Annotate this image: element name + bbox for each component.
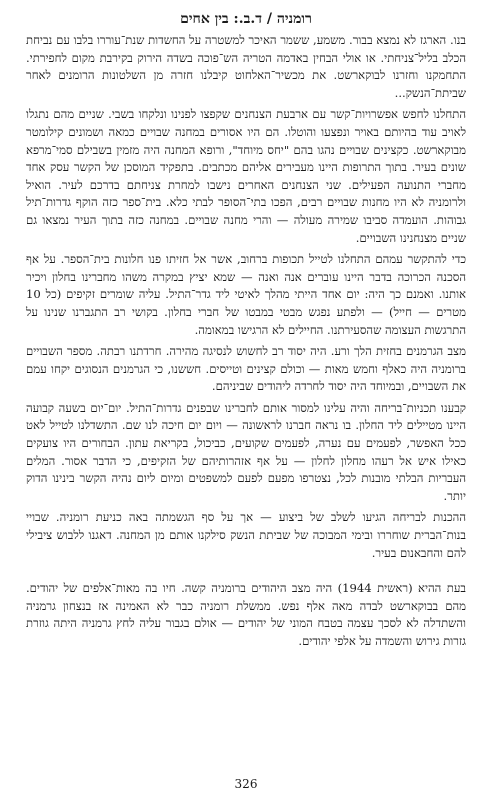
running-head: רומניה / ד.ב.: בין אחים bbox=[180, 11, 312, 27]
paragraph: כדי להתקשר עמהם התחלנו לטייל תכופות ברחוב, אשר אל חזיתו פנו חלונות בית־הספר. על אף הסכנה הכרוכה בדבר היינו עוברים אנה ואנה — שמא יציץ במקרה משהו מחברינו בחלון ויכיר אותנו. ואמנם כך היה: יום אחד הייתי מהלך לאיטי ליד גדר־התיל. עליה שומרים זקיפים (כל 10 מטרים — חייל) — ולפתע נפגש מבטי במבטו של חברי בחלון. בקושי רב התגברנו שנינו על התרגשות העצומה שהסעירתנו. החיילים לא הרגישו במאומה. bbox=[26, 252, 466, 337]
paragraph: בנו. הארגז לא נמצא בבור. משמע, ששמר האיכר למשטרה על החשדות שנת־עוררו בלבו עם נביחת הכלב בליל־צניחתי. או אולי הבחין באדמה הטריה הש־פוכה בשדה הירוק בקירבת מקום לחפירתי. התחמקנו וחזרנו לבוקארשט. את מכשיר־האלחוט קיבלנו חזרה מן השלטונות הרומנים לאחר שביתת־הנשק... bbox=[26, 33, 466, 100]
paragraph: קבענו תכניות־בריחה והיה עלינו למסור אותם לחברינו שבפנים גדרות־התיל. יום־יום בשעה קבועה היינו מטיילים ליד החלון. בו נראה חברנו לראשונה — ויום יום חיכה לנו שם. התשדלנו לטייל לאט ככל האפשר, לפעמים עם נערה, לפעמים שקועים, כביכול, בקריאת עתון. הבחורים היו צועקים כאילו איש אל רעהו מחלון לחלון — על אף אזהרותיהם של הזקיפים, כי הדבר אסור. המלים העבריות הבלתי מובנות לכל, נצטרפו מפעם לפעם למשפטים ומיום ליום נהיה הקשר בינינו הדוק יותר. bbox=[26, 400, 466, 503]
paragraph: ההכנות לבריחה הגיעו לשלב של ביצוע — אך על סף הגשמתה באה כניעת רומניה. שבויי בנות־הברית שוחררו ובימי המבוכה של שביתת הנשק סילקנו אותם מן המחנה. דאגנו ללבוש ציבילי להם והחבאנום בעיר. bbox=[26, 510, 466, 560]
body-text bbox=[26, 32, 466, 651]
paragraph: בעת ההיא (ראשית 1944) היה מצב היהודים ברומניה קשה. חיו בה מאות־אלפים של יהודים. מהם בבוקארשט לבדה מאה אלף נפש. ממשלת רומניה כבר לא האמינה אז בנצחון גרמניה והשתדלה לא לסכך עצמה בטבח המוני של יהודים — אולם בגבור עליה לחץ גרמניה היתה גוזרת גזרות גירוש והשמדה על אלפי יהודים. bbox=[26, 581, 466, 648]
page-number: 326 bbox=[234, 777, 258, 791]
paragraph: התחלנו לחפש אפשרויות־קשר עם ארבעת הצנחנים שקפצו לפנינו ונלקחו בשבי. שניים מהם נתגלו לאויב עוד בהיותם באויר ונפצעו והוטלו. הם היו אסורים במחנה שבויים כמאה ושמונים קילומטר מבוקארשט. כקצינים שבויים נהגו בהם "יחס מיוחד", ורופא המחנה היה מזמין בשבילם סמי־מרפא שונים בעיר. בתוך התרופות היינו מעבירים אליהם מכתבים. בתפקיד המוסכן של הקשר עסק אחד מחברי התנועה הפעילים. שני הצנחנים האחרים נישבו למחרת צניחתם בדרכם לעיר. הואיל ולרומניה לא היו מחנות שבויים רבים, הפכו בתי־הסופר לבתי כלא. בית־ספר כזה הוקף גדרות־תיל גבוהות. הועמדה סביבו שמירה מעולה — והרי מחנה שבויים. במחנה כזה בתוך העיר נמצאו גם שניים מצנחנינו השבויים. bbox=[26, 107, 466, 245]
paragraph: מצב הגרמנים בחזית הלך ורע. היה יסוד רב לחשוש לנסיגה מהירה. חרדתנו רבתה. מספר השבויים ברומניה היה כאלף וחמש מאות — וכולם קצינים וטייסים. חששנו, כי הגרמנים הנסוגים יקחו עמם את השבויים, ובמיוחד היה יסוד לחרדה ליהודים שביניהם. bbox=[26, 344, 466, 394]
